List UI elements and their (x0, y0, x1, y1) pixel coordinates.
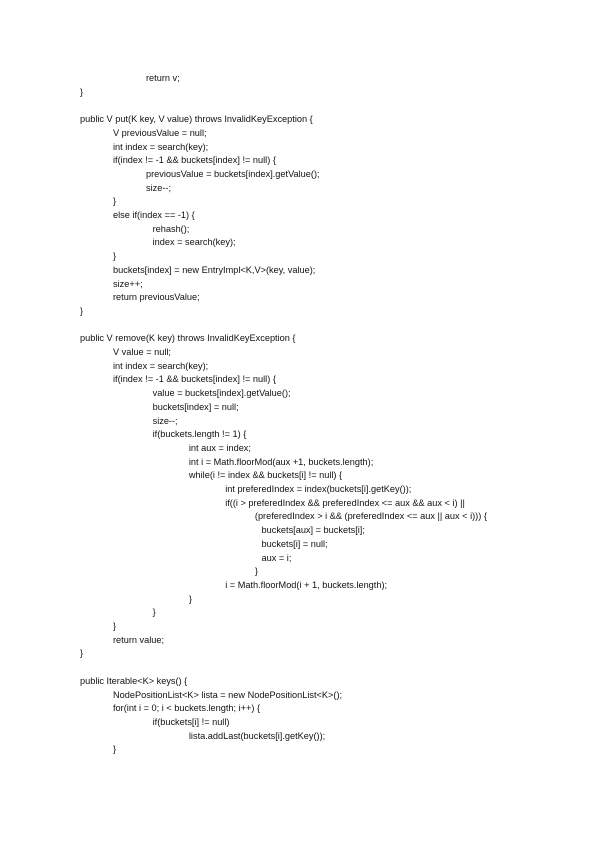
code-line: i = Math.floorMod(i + 1, buckets.length); (225, 579, 388, 590)
code-line: } (80, 305, 84, 316)
code-line: buckets[i] = null; (261, 538, 328, 549)
code-line: value = buckets[index].getValue(); (152, 388, 291, 399)
code-line: int index = search(key); (113, 360, 209, 371)
code-line: size--; (146, 182, 172, 193)
code-line: for(int i = 0; i < buckets.length; i++) { (113, 703, 261, 714)
code-line: if(buckets[i] != null) (152, 716, 230, 727)
code-line: V value = null; (113, 347, 171, 357)
code-line: aux = i; (261, 552, 292, 563)
code-line: } (113, 196, 117, 207)
code-line: int aux = index; (188, 442, 251, 453)
code-line: return v; (146, 73, 180, 83)
code-line: int index = search(key); (113, 141, 209, 152)
code-line: if(buckets.length != 1) { (152, 429, 247, 440)
code-line: } (254, 566, 258, 577)
code-line: size++; (113, 278, 143, 289)
code-line: NodePositionList<K> lista = new NodePositionList<K>(); (113, 689, 343, 700)
code-line: previousValue = buckets[index].getValue(); (146, 168, 320, 179)
code-line: V previousValue = null; (113, 127, 207, 138)
code-line: } (80, 86, 84, 97)
code-line: } (80, 648, 84, 659)
code-line: if(index != -1 && buckets[index] != null) { (113, 155, 276, 166)
code-line: return value; (113, 634, 165, 645)
code-line: size--; (152, 415, 178, 426)
code-line: } (188, 593, 192, 604)
code-line: lista.addLast(buckets[i].getKey()); (188, 730, 326, 741)
code-line: buckets[index] = new EntryImpl<K,V>(key, value); (113, 264, 316, 275)
code-line: else if(index == -1) { (113, 210, 195, 220)
code-line: } (152, 607, 156, 618)
code-line: } (113, 744, 117, 755)
code-line: int i = Math.floorMod(aux +1, buckets.length); (188, 456, 374, 467)
code-line: (preferedIndex > i && (preferedIndex <= aux || aux < i))) { (254, 511, 487, 522)
code-line: buckets[aux] = buckets[i]; (261, 525, 365, 536)
code-line: rehash(); (152, 223, 190, 234)
code-line: if(index != -1 && buckets[index] != null) { (113, 374, 276, 385)
code-line: while(i != index && buckets[i] != null) { (188, 470, 343, 481)
code-line: buckets[index] = null; (152, 401, 239, 412)
code-line: return previousValue; (113, 292, 200, 303)
code-line: if((i > preferedIndex && preferedIndex <= aux && aux < i) || (225, 497, 465, 508)
code-line: } (113, 621, 117, 631)
code-line: public Iterable<K> keys() { (80, 675, 188, 686)
code-line: public V remove(K key) throws InvalidKeyException { (80, 333, 296, 344)
code-line: } (113, 251, 117, 262)
code-line: public V put(K key, V value) throws InvalidKeyException { (80, 114, 313, 125)
code-line: index = search(key); (152, 237, 236, 248)
code-line: int preferedIndex = index(buckets[i].getKey()); (225, 484, 412, 494)
